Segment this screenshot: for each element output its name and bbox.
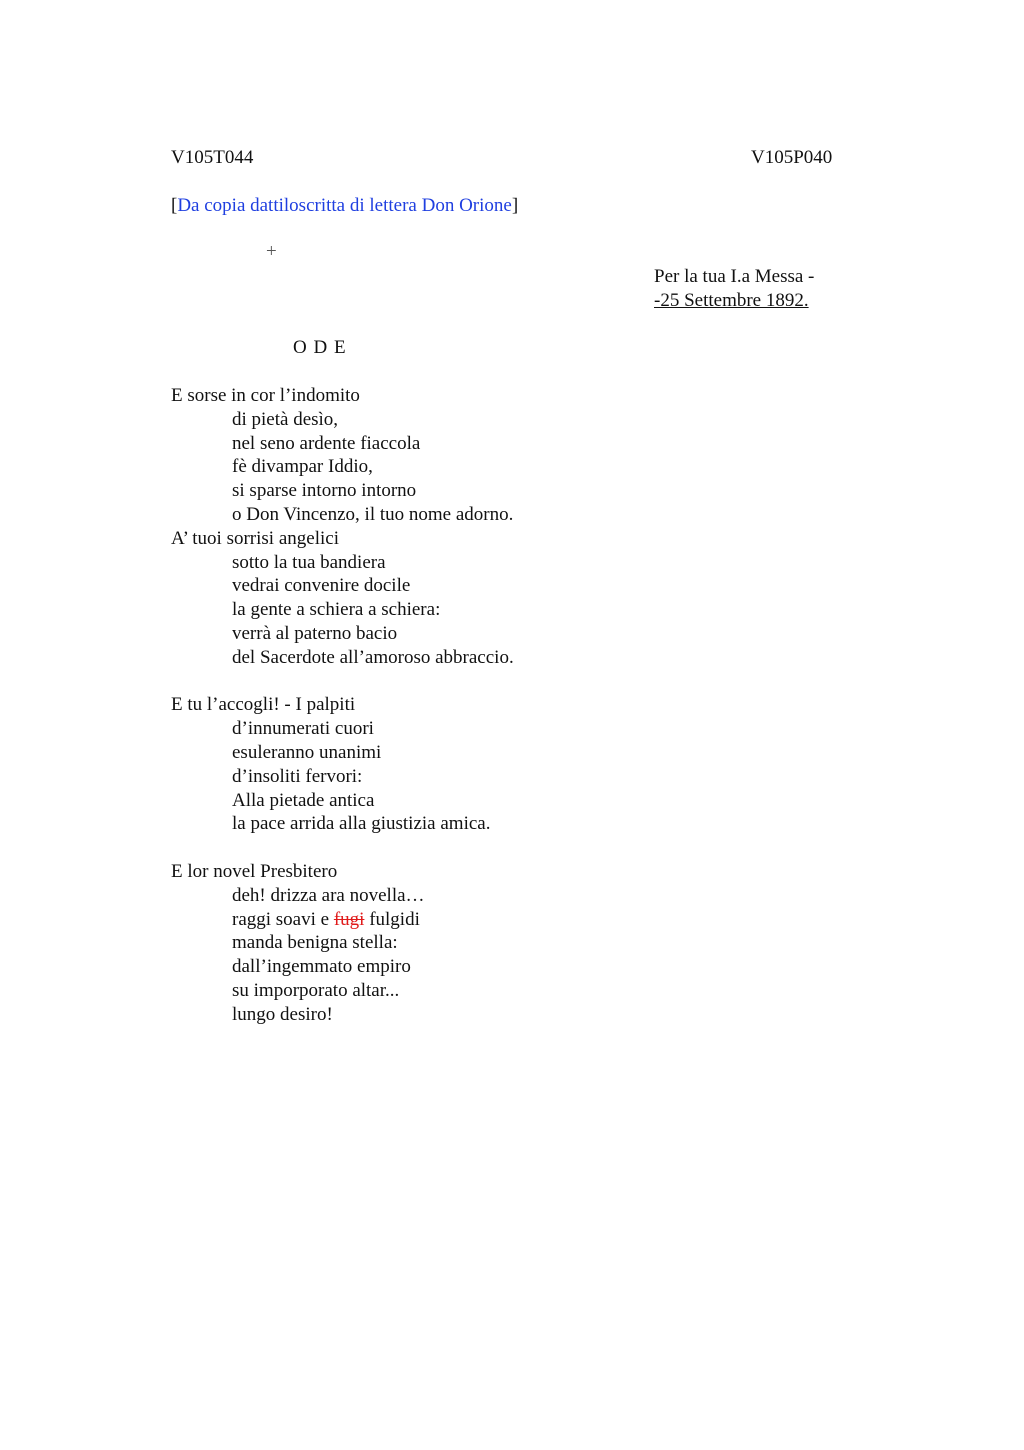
struck-word: fugi: [333, 908, 365, 930]
document-code-right: V105P040: [751, 147, 833, 168]
verse-line: sotto la tua bandiera: [232, 551, 386, 573]
verse-line: su imporporato altar...: [232, 979, 400, 1001]
poem-title: O D E: [293, 337, 347, 358]
verse-line: la gente a schiera a schiera:: [232, 599, 441, 621]
verse-line: lungo desiro!: [232, 1003, 333, 1025]
verse-line: esuleranno unanimi: [232, 741, 382, 763]
verse-line: o Don Vincenzo, il tuo nome adorno.: [232, 503, 514, 525]
cross-symbol: +: [266, 241, 277, 262]
verse-line: nel seno ardente fiaccola: [232, 432, 421, 454]
verse-line: verrà al paterno bacio: [232, 622, 398, 644]
verse-line: E tu l’accogli! - I palpiti: [171, 694, 356, 716]
verse-line: Alla pietade antica: [232, 789, 375, 811]
source-note: [171, 194, 518, 218]
verse-line: manda benigna stella:: [232, 932, 398, 954]
dedication-line-1: Per la tua I.a Messa -: [654, 266, 815, 287]
source-note-close-bracket: ]: [511, 195, 519, 216]
source-note-text: Da copia dattiloscritta di lettera Don Orione: [177, 195, 512, 216]
verse-line-with-correction: [171, 908, 514, 932]
stanza-2: [171, 527, 514, 670]
verse-line: E sorse in cor l’indomito: [171, 385, 360, 406]
verse-fragment: fulgidi: [369, 908, 420, 930]
verse-line: fè divampar Iddio,: [232, 456, 373, 478]
stanza-1: [171, 384, 514, 527]
dedication: [654, 265, 814, 313]
verse-line: E lor novel Presbitero: [171, 860, 338, 882]
stanza-3: [171, 693, 514, 836]
verse-line: dall’ingemmato empiro: [232, 956, 411, 978]
verse-line: la pace arrida alla giustizia amica.: [232, 813, 491, 835]
verse-line: si sparse intorno intorno: [232, 480, 417, 502]
verse-line: di pietà desìo,: [232, 408, 339, 430]
verse-line: del Sacerdote all’amoroso abbraccio.: [232, 646, 514, 668]
verse-line: A’ tuoi sorrisi angelici: [171, 527, 339, 549]
document-code-left: V105T044: [171, 147, 254, 168]
dedication-line-2: -25 Settembre 1892.: [654, 290, 809, 311]
verse-line: d’insoliti fervori:: [232, 765, 363, 787]
verse-line: vedrai convenire docile: [232, 575, 411, 597]
poem-body: [171, 384, 514, 1027]
verse-line: d’innumerati cuori: [232, 718, 374, 740]
verse-line: deh! drizza ara novella…: [232, 884, 425, 906]
source-note-open-bracket: [: [171, 195, 178, 216]
verse-fragment: raggi soavi e: [232, 908, 330, 930]
stanza-4: [171, 860, 514, 1027]
